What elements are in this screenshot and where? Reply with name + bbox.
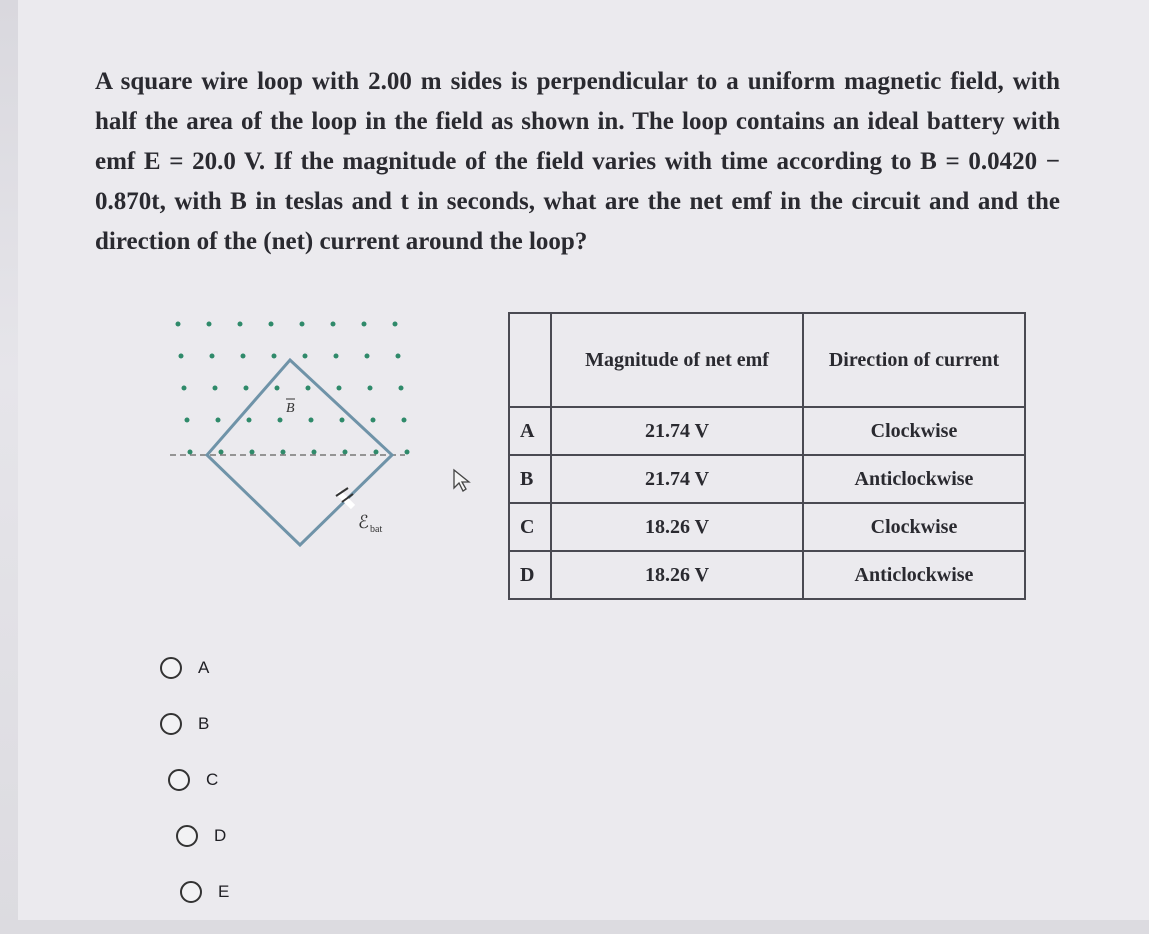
table-row xyxy=(509,551,1025,599)
field-dot xyxy=(405,450,410,455)
field-dot xyxy=(216,418,221,423)
field-dot xyxy=(176,322,181,327)
field-dot xyxy=(399,386,404,391)
radio-button[interactable] xyxy=(160,657,182,679)
field-dot xyxy=(185,418,190,423)
radio-button[interactable] xyxy=(176,825,198,847)
answer-table xyxy=(508,312,1026,600)
table-row xyxy=(509,407,1025,455)
row-direction: Clockwise xyxy=(803,503,1025,551)
row-option: B xyxy=(509,455,551,503)
row-emf: 18.26 V xyxy=(551,503,803,551)
field-dot xyxy=(368,386,373,391)
field-dot xyxy=(278,418,283,423)
field-label: B xyxy=(286,401,295,416)
field-dot xyxy=(309,418,314,423)
field-dot xyxy=(396,354,401,359)
radio-button[interactable] xyxy=(160,713,182,735)
row-option: A xyxy=(509,407,551,455)
option-label: B xyxy=(198,714,210,733)
question-paragraph: A square wire loop with 2.00 m sides is perpendicular to a uniform magnetic field, with half the area of the loop in the field as shown in. The loop contains an ideal battery with emf E = 20.0 V. If the magnitude of the field varies with time according to B = 0.0420 − 0.870t, with B in teslas and t in seconds, what are the net emf in the circuit and and the direction of the (net) current around the loop? xyxy=(95,68,1060,255)
loop-diagram xyxy=(160,300,440,560)
row-direction: Clockwise xyxy=(803,407,1025,455)
field-dot xyxy=(402,418,407,423)
field-dot xyxy=(188,450,193,455)
field-dot xyxy=(337,386,342,391)
field-dot xyxy=(343,450,348,455)
field-dot xyxy=(331,322,336,327)
option-label: A xyxy=(198,658,210,677)
field-dot xyxy=(371,418,376,423)
option-e[interactable] xyxy=(180,864,229,920)
field-dot xyxy=(272,354,277,359)
magnetic-field-dots xyxy=(176,322,410,455)
header-option xyxy=(509,313,551,407)
field-dot xyxy=(247,418,252,423)
header-emf: Magnitude of net emf xyxy=(551,313,803,407)
field-dot xyxy=(219,450,224,455)
answer-options xyxy=(160,640,229,920)
field-dot xyxy=(306,386,311,391)
field-dot xyxy=(334,354,339,359)
option-label: D xyxy=(214,826,227,845)
field-dot xyxy=(281,450,286,455)
row-option: C xyxy=(509,503,551,551)
row-direction: Anticlockwise xyxy=(803,455,1025,503)
field-dot xyxy=(303,354,308,359)
battery-subscript: bat xyxy=(370,524,383,535)
field-dot xyxy=(250,450,255,455)
field-dot xyxy=(238,322,243,327)
question-text xyxy=(95,62,1060,262)
table-row xyxy=(509,503,1025,551)
option-c[interactable] xyxy=(168,752,229,808)
field-dot xyxy=(340,418,345,423)
field-dot xyxy=(365,354,370,359)
row-option: D xyxy=(509,551,551,599)
table-header-row xyxy=(509,313,1025,407)
option-label: C xyxy=(206,770,219,789)
field-dot xyxy=(179,354,184,359)
option-label: E xyxy=(218,882,230,901)
field-dot xyxy=(213,386,218,391)
mouse-pointer-icon xyxy=(452,468,472,494)
header-direction: Direction of current xyxy=(803,313,1025,407)
row-emf: 21.74 V xyxy=(551,407,803,455)
radio-button[interactable] xyxy=(168,769,190,791)
row-emf: 21.74 V xyxy=(551,455,803,503)
field-dot xyxy=(210,354,215,359)
radio-button[interactable] xyxy=(180,881,202,903)
option-a[interactable] xyxy=(160,640,229,696)
field-dot xyxy=(182,386,187,391)
field-dot xyxy=(275,386,280,391)
field-dot xyxy=(269,322,274,327)
field-dot xyxy=(207,322,212,327)
field-dot xyxy=(374,450,379,455)
option-d[interactable] xyxy=(176,808,229,864)
row-direction: Anticlockwise xyxy=(803,551,1025,599)
field-dot xyxy=(393,322,398,327)
battery-label: ℰ xyxy=(358,512,369,532)
row-emf: 18.26 V xyxy=(551,551,803,599)
field-dot xyxy=(241,354,246,359)
option-b[interactable] xyxy=(160,696,229,752)
field-dot xyxy=(362,322,367,327)
field-dot xyxy=(300,322,305,327)
field-dot xyxy=(244,386,249,391)
table-row xyxy=(509,455,1025,503)
field-dot xyxy=(312,450,317,455)
